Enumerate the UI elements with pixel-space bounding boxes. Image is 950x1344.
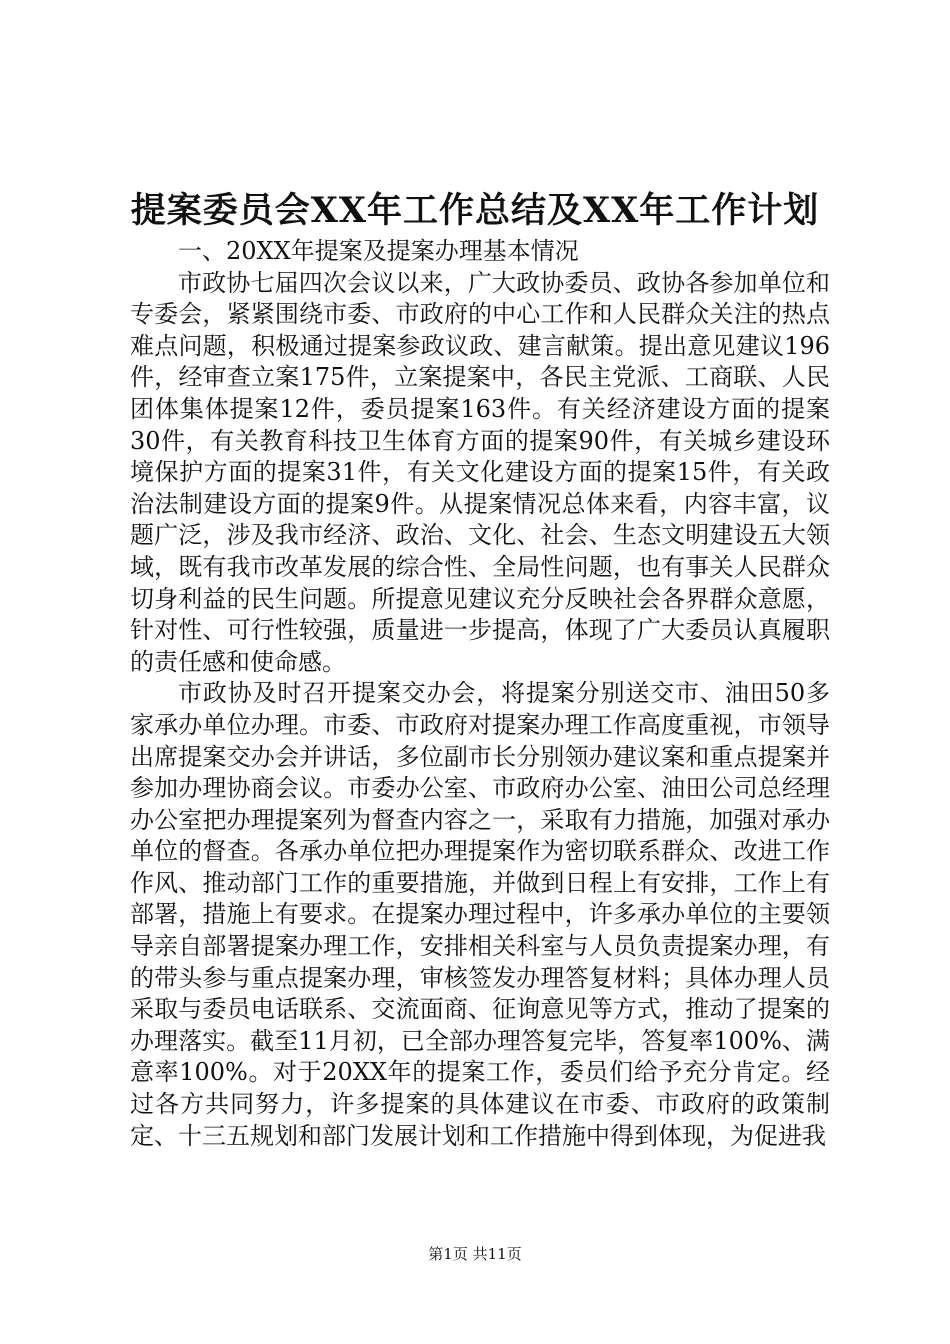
document-title: 提案委员会XX年工作总结及XX年工作计划: [130, 190, 820, 231]
paragraph-2: 市政协及时召开提案交办会，将提案分别送交市、油田50多家承办单位办理。市委、市政府对提案办理工作高度重视，市领导出席提案交办会并讲话，多位副市长分别领办建议案和重点提案并参加办理协商会议。市委办公室、市政府办公室、油田公司总经理办公室把办理提案列为督查内容之一，采取有力措施，加强对承办单位的督查。各承办单位把办理提案作为密切联系群众、改进工作作风、推动部门工作的重要措施，并做到日程上有安排，工作上有部署，措施上有要求。在提案办理过程中，许多承办单位的主要领导亲自部署提案办理工作，安排相关科室与人员负责提案办理，有的带头参与重点提案办理，审核签发办理答复材料；具体办理人员采取与委员电话联系、交流面商、征询意见等方式，推动了提案的办理落实。截至11月初，已全部办理答复完毕，答复率100%、满意率100%。对于20XX年的提案工作，委员们给予充分肯定。经过各方共同努力，许多提案的具体建议在市委、市政府的政策制定、十三五规划和部门发展计划和工作措施中得到体现，为促进我: [130, 679, 830, 1150]
paragraph-1: 市政协七届四次会议以来，广大政协委员、政协各参加单位和专委会，紧紧围绕市委、市政府的中心工作和人民群众关注的热点难点问题，积极通过提案参政议政、建言献策。提出意见建议196件，经审查立案175件，立案提案中，各民主党派、工商联、人民团体集体提案12件，委员提案163件。有关经济建设方面的提案30件，有关教育科技卫生体育方面的提案90件，有关城乡建设环境保护方面的提案31件，有关文化建设方面的提案15件，有关政治法制建设方面的提案9件。从提案情况总体来看，内容丰富，议题广泛，涉及我市经济、政治、文化、社会、生态文明建设五大领域，既有我市改革发展的综合性、全局性问题，也有事关人民群众切身利益的民生问题。所提意见建议充分反映社会各界群众意愿，针对性、可行性较强，质量进一步提高，体现了广大委员认真履职的责任感和使命感。: [130, 268, 830, 676]
page-footer: 第1页 共11页: [428, 1245, 522, 1263]
document-body: [130, 236, 830, 1152]
section-heading: 一、20XX年提案及提案办理基本情况: [178, 237, 579, 265]
